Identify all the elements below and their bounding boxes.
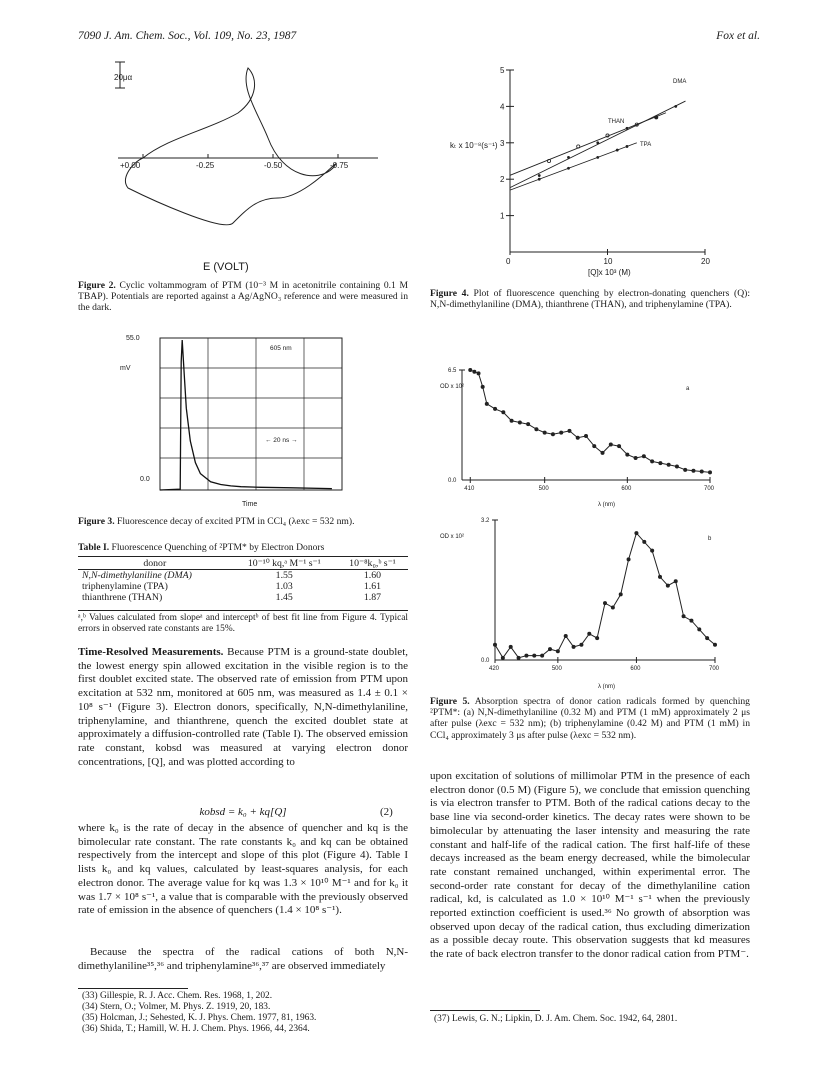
fig4-x-tick-label: 10 bbox=[603, 257, 613, 266]
fig5b-data-point bbox=[595, 636, 599, 640]
fig4-y-tick-label: 4 bbox=[500, 102, 505, 112]
fig5b-xlabel: λ (nm) bbox=[598, 684, 615, 690]
fig5b-spectrum-line bbox=[495, 533, 715, 658]
fig5a-data-point bbox=[510, 419, 514, 423]
figure5a-spectrum bbox=[440, 360, 730, 510]
table1 bbox=[78, 558, 408, 603]
fig5b-data-point bbox=[682, 614, 686, 618]
fig3-ytop: 55.0 bbox=[126, 335, 140, 342]
footnote-35: (35) Holcman, J.; Sehested, K. J. Phys. Chem. 1977, 81, 1963. bbox=[82, 1013, 317, 1023]
figure5-caption bbox=[430, 696, 750, 741]
fig4-label-than: THAN bbox=[608, 119, 625, 125]
table1-cell: 1.03 bbox=[275, 581, 293, 592]
fig4-y-tick-label: 5 bbox=[500, 66, 505, 75]
fig5a-data-point bbox=[592, 444, 596, 448]
fig5b-data-point bbox=[548, 647, 552, 651]
fig4-point-tpa bbox=[626, 145, 629, 148]
figure2-caption-text: Cyclic voltammogram of PTM (10⁻³ M in acetonitrile containing 0.1 M TBAP). Potentials are reported against a Ag/AgNO₃ reference and were measured in the dark. bbox=[78, 280, 408, 314]
left-body-para3: Because the spectra of the radical cations of both N,N-dimethylaniline³⁵,³⁶ and triphenylamine³⁶,³⁷ are observed immediately bbox=[78, 946, 408, 972]
fig5b-x-tick-label: 420 bbox=[489, 666, 500, 672]
fig5a-x-tick-label: 700 bbox=[704, 486, 715, 492]
footnote-37: (37) Lewis, G. N.; Lipkin, D. J. Am. Chem. Soc. 1942, 64, 2801. bbox=[434, 1014, 678, 1024]
fig5a-data-point bbox=[642, 454, 646, 458]
fig5a-data-point bbox=[601, 451, 605, 455]
fig3-timebar: ← 20 ns → bbox=[265, 437, 298, 444]
fig5a-data-point bbox=[468, 368, 472, 372]
figure5b-spectrum bbox=[440, 510, 730, 690]
fig5b-data-point bbox=[603, 601, 607, 605]
fig5b-data-point bbox=[658, 575, 662, 579]
fig5a-data-point bbox=[617, 444, 621, 448]
cv-tick-0: +0.00 bbox=[120, 161, 141, 170]
left-body-para1 bbox=[78, 646, 408, 769]
fig5b-data-point bbox=[697, 627, 701, 631]
fig5a-data-point bbox=[567, 429, 571, 433]
table1-header-cell: 10⁻⁸k₀,ᵇ s⁻¹ bbox=[349, 558, 396, 569]
figure2-caption-label: Figure 2. bbox=[78, 280, 116, 291]
fig5b-x-tick-label: 500 bbox=[551, 666, 562, 672]
table1-header-cell: donor bbox=[143, 558, 167, 569]
fig4-y-tick-label: 3 bbox=[500, 138, 505, 148]
fig5a-data-point bbox=[675, 464, 679, 468]
fig4-point-dma bbox=[538, 174, 541, 177]
fig5b-data-point bbox=[556, 649, 560, 653]
fig5b-data-point bbox=[611, 606, 615, 610]
section-title: Time-Resolved Measurements. bbox=[78, 646, 224, 658]
cv-tick-2: -0.50 bbox=[264, 161, 283, 170]
table1-cell: 1.45 bbox=[275, 592, 293, 603]
fig5b-data-point bbox=[564, 634, 568, 638]
fig5b-data-point bbox=[532, 654, 536, 658]
fig5a-data-point bbox=[625, 453, 629, 457]
fig5a-data-point bbox=[518, 420, 522, 424]
fig4-point-tpa bbox=[538, 178, 541, 181]
fig4-x-tick-label: 0 bbox=[506, 257, 511, 266]
fig5a-data-point bbox=[534, 427, 538, 431]
fig5b-panel: b bbox=[708, 536, 712, 542]
fig5a-data-point bbox=[485, 402, 489, 406]
fig4-xlabel: [Q]x 10³ (M) bbox=[588, 268, 631, 277]
fig5a-data-point bbox=[501, 410, 505, 414]
fig5a-data-point bbox=[526, 422, 530, 426]
fig5a-data-point bbox=[683, 468, 687, 472]
fig4-x-tick-label: 20 bbox=[701, 257, 710, 266]
fig5a-spectrum-line bbox=[470, 370, 710, 472]
fig5a-x-tick-label: 410 bbox=[464, 486, 475, 492]
fig5a-data-point bbox=[477, 371, 481, 375]
fig5b-x-tick-label: 600 bbox=[630, 666, 641, 672]
scale-bar-label: 20μα bbox=[114, 73, 133, 82]
figure4-quenching-plot bbox=[440, 56, 740, 281]
table1-cell: 1.55 bbox=[275, 570, 293, 581]
fig5b-data-point bbox=[713, 643, 717, 647]
fig5b-data-point bbox=[674, 579, 678, 583]
fig4-y-tick-label: 2 bbox=[500, 175, 505, 185]
fig3-xlabel: Time bbox=[242, 501, 258, 508]
figure4-caption bbox=[430, 288, 750, 310]
fig5a-data-point bbox=[543, 431, 547, 435]
running-header-right: Fox et al. bbox=[716, 30, 760, 42]
footnote-36: (36) Shida, T.; Hamill, W. H. J. Chem. Phys. 1966, 44, 2364. bbox=[82, 1024, 310, 1034]
table1-title bbox=[78, 542, 408, 553]
table-row bbox=[78, 592, 408, 603]
fig5a-data-point bbox=[667, 463, 671, 467]
fig5b-data-point bbox=[705, 636, 709, 640]
fig5b-x-tick-label: 700 bbox=[709, 666, 720, 672]
table-row bbox=[78, 581, 408, 592]
fig3-decay-curve bbox=[160, 340, 332, 490]
footnote-33: (33) Gillespie, R. J. Acc. Chem. Res. 1968, 1, 202. bbox=[82, 991, 273, 1001]
fig5a-y-tick-label-top: 6.5 bbox=[448, 368, 457, 374]
cv-tick-1: -0.25 bbox=[196, 161, 215, 170]
fig5a-x-tick-label: 600 bbox=[621, 486, 632, 492]
fig5a-data-point bbox=[650, 459, 654, 463]
fig5b-data-point bbox=[627, 557, 631, 561]
fig4-point-tpa bbox=[616, 149, 619, 152]
fig5a-data-point bbox=[576, 436, 580, 440]
fig5a-data-point bbox=[472, 370, 476, 374]
fig4-label-dma: DMA bbox=[673, 79, 687, 85]
fig5b-data-point bbox=[572, 645, 576, 649]
figure3-fluorescence-decay bbox=[120, 334, 360, 512]
para1-text: Because PTM is a ground-state doublet, the lowest energy spin allowed excitation in the visible region is to the first doublet excited state. The observed rate of emission from PTM upon excitation at 532 nm, monitored at 605 nm, was measured as 1.4 ± 0.1 × 10⁸ s⁻¹ (Figure 3). Electron donors, specifically, N,N-dimethylaniline, triphenylamine, and thianthrene, quench the excited doublet state at approximately a diffusion-controlled rate (Table I). The observed emission rate constant, kobsd was measured at varying electron donor concentrations, [Q], and was plotted according to bbox=[78, 646, 408, 768]
fig4-point-dma bbox=[674, 105, 677, 108]
table1-cell: N,N-dimethylaniline (DMA) bbox=[82, 570, 192, 581]
fig5b-ylabel: OD x 10² bbox=[440, 534, 465, 540]
fig5a-data-point bbox=[691, 469, 695, 473]
fig3-yunit: mV bbox=[120, 365, 131, 372]
table1-footnote: ᵃ,ᵇ Values calculated from slopeᵃ and interceptᵇ of best fit line from Figure 4. Typical errors in observed rate constants are 15%. bbox=[78, 613, 408, 634]
fig5a-data-point bbox=[658, 461, 662, 465]
fig5b-data-point bbox=[666, 584, 670, 588]
fig3-ybottom: 0.0 bbox=[140, 476, 150, 483]
cv-tick-3: -0.75 bbox=[330, 161, 349, 170]
table-row bbox=[78, 570, 408, 581]
right-body-para: upon excitation of solutions of millimolar PTM in the presence of each electron donor (0.5 M) (Figure 5), we conclude that emission quenching is via electron transfer to PTM. Both of the radical cations decay to the base line via second-order kinetics. The decay rates were shown to be bimolecular by attenuating the laser intensity and measuring the rate constant and half-life of the radical cation. The first half-life of these decays increased as the beam energy decreased, while the bimolecular rate constant remained unchanged, within experimental error. The second-order rate constant for decay of the dimethylaniline cation radical, kd, is calculated as 1.0 × 10¹⁰ M⁻¹ s⁻¹ when the previously reported extinction coefficient is used.³⁶ No growth of absorption was observed upon decay of the radical cation, thus excluding dimerization as a possible decay route. This observation suggests that kd measures the rate of back electron transfer to the donor radical cation from PTM⁻. bbox=[430, 770, 750, 961]
fig5a-data-point bbox=[700, 470, 704, 474]
table1-cell: triphenylamine (TPA) bbox=[82, 581, 168, 592]
fig4-y-tick-label: 1 bbox=[500, 211, 505, 221]
fig5a-panel: a bbox=[686, 386, 690, 392]
fig5a-data-point bbox=[559, 431, 563, 435]
cv-curve bbox=[126, 68, 337, 225]
figure4-caption-text: Plot of fluorescence quenching by electron-donating quenchers (Q): N,N-dimethylaniline (DMA), thianthrene (THAN), and triphenylamine (TPA). bbox=[430, 288, 750, 311]
fig5a-data-point bbox=[493, 407, 497, 411]
fig5a-data-point bbox=[708, 470, 712, 474]
fig5b-data-point bbox=[517, 656, 521, 660]
running-header-left: 7090 J. Am. Chem. Soc., Vol. 109, No. 23, 1987 bbox=[78, 30, 297, 42]
cv-xlabel: E (VOLT) bbox=[203, 261, 249, 273]
figure3-caption-text: Fluorescence decay of excited PTM in CCl₄ (λexc = 532 nm). bbox=[117, 516, 355, 527]
fig5b-data-point bbox=[689, 619, 693, 623]
figure5-caption-label: Figure 5. bbox=[430, 696, 470, 707]
table1-cell: 1.61 bbox=[363, 581, 382, 592]
figure2-caption bbox=[78, 280, 408, 314]
fig5b-data-point bbox=[634, 531, 638, 535]
fig5a-ylabel: OD x 10² bbox=[440, 384, 465, 390]
figure3-caption bbox=[78, 516, 408, 527]
fig5b-data-point bbox=[524, 654, 528, 658]
fig5b-y-tick-label-top: 3.2 bbox=[481, 518, 490, 524]
table1-header-cell: 10⁻¹⁰ kq,ᵃ M⁻¹ s⁻¹ bbox=[247, 558, 321, 569]
fig5a-data-point bbox=[634, 456, 638, 460]
fig5a-y-tick-label-zero: 0.0 bbox=[448, 478, 457, 484]
fig4-point-tpa bbox=[567, 167, 570, 170]
fig4-label-tpa: TPA bbox=[640, 142, 652, 148]
fig5a-data-point bbox=[609, 442, 613, 446]
fig4-point-dma bbox=[567, 156, 570, 159]
fig5a-data-point bbox=[584, 434, 588, 438]
fig5b-data-point bbox=[587, 632, 591, 636]
table1-title-text: Fluorescence Quenching of ²PTM* by Electron Donors bbox=[111, 542, 325, 553]
table1-cell: thianthrene (THAN) bbox=[82, 592, 163, 603]
fig4-fit-line-dma bbox=[510, 101, 686, 188]
fig4-ylabel: kₜ x 10⁻⁸(s⁻¹) bbox=[450, 141, 498, 150]
fig5b-data-point bbox=[579, 643, 583, 647]
figure4-caption-label: Figure 4. bbox=[430, 288, 469, 299]
fig4-point-dma bbox=[596, 141, 599, 144]
equation-2: kobsd = k₀ + kq[Q] bbox=[199, 806, 287, 818]
table1-cell: 1.60 bbox=[363, 570, 382, 581]
fig3-wavelength: 605 nm bbox=[270, 345, 292, 352]
fig5a-x-tick-label: 500 bbox=[538, 486, 549, 492]
fig5a-data-point bbox=[481, 385, 485, 389]
fig5b-y-tick-label-zero: 0.0 bbox=[481, 658, 490, 664]
fig4-point-tpa bbox=[596, 156, 599, 159]
equation-number: (2) bbox=[380, 806, 393, 818]
fig5b-data-point bbox=[650, 549, 654, 553]
fig5b-data-point bbox=[642, 540, 646, 544]
table1-cell: 1.87 bbox=[363, 592, 382, 603]
figure5-caption-text: Absorption spectra of donor cation radicals formed by quenching ²PTM*: (a) N,N-dimethylaniline (0.32 M) and PTM (1 mM) approximately 2 μs after pulse (λexc = 532 nm); (b) triphenylamine (0.42 M) and PTM (1 mM) in CCl₄ approximately 3 μs after pulse (λexc = 532 nm). bbox=[430, 696, 750, 741]
left-body-para2: where k₀ is the rate of decay in the absence of quencher and kq is the bimolecular rate constant. The rate constants k₀ and kq can be obtained respectively from the intercept and slope of this plot (Figure 4). Table I lists k₀ and kq values, calculated by least-squares analysis, for each electron donor. The average value for kq was 1.3 × 10¹⁰ M⁻¹ and for k₀ it was 1.7 × 10⁸ s⁻¹, a value that is comparable with the previously observed rate of emission in the absence of quenchers (1.4 × 10⁸ s⁻¹). bbox=[78, 822, 408, 917]
fig5b-data-point bbox=[540, 654, 544, 658]
table1-header-row bbox=[78, 558, 408, 569]
fig5a-xlabel: λ (nm) bbox=[598, 502, 615, 508]
figure2-cyclic-voltammogram bbox=[108, 58, 408, 273]
fig5b-data-point bbox=[509, 645, 513, 649]
fig5b-data-point bbox=[501, 656, 505, 660]
table1-title-label: Table I. bbox=[78, 542, 110, 553]
fig5b-data-point bbox=[619, 592, 623, 596]
footnote-34: (34) Stern, O.; Volmer, M. Phys. Z. 1919, 20, 183. bbox=[82, 1002, 271, 1012]
fig5b-data-point bbox=[493, 643, 497, 647]
fig5a-data-point bbox=[551, 432, 555, 436]
figure3-caption-label: Figure 3. bbox=[78, 516, 115, 527]
